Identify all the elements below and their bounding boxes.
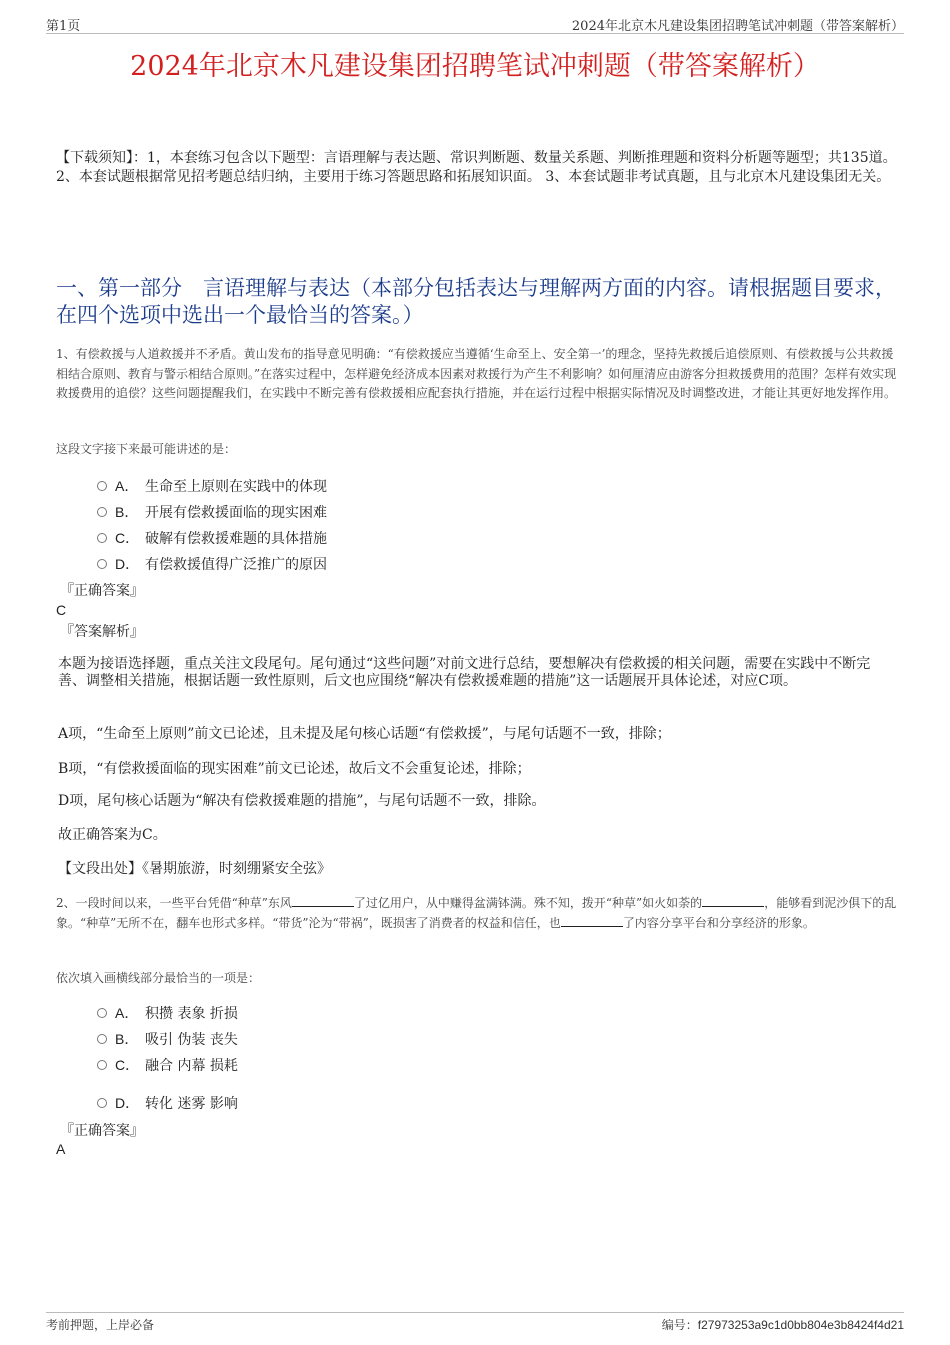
footer-code: 编号：f27973253a9c1d0bb804e3b8424f4d21 (661, 1318, 904, 1332)
q1-option-b[interactable]: B． 开展有偿救援面临的现实困难 (97, 502, 327, 522)
q1-analysis-b: B项，“有偿救援面临的现实困难”前文已论述，故后文不会重复论述，排除； (58, 761, 531, 777)
radio-icon[interactable] (97, 481, 107, 491)
question-2-prompt: 依次填入画横线部分最恰当的一项是： (56, 971, 261, 985)
radio-icon[interactable] (97, 1034, 107, 1044)
document-title: 2024年北京木凡建设集团招聘笔试冲刺题（带答案解析） (130, 51, 820, 82)
q1-option-c[interactable]: C． 破解有偿救援难题的具体措施 (97, 528, 327, 548)
q1-analysis: 本题为接语选择题，重点关注文段尾句。尾句通过“这些问题”对前文进行总结，要想解决有偿救援的相关问题，需要在实践中不断完善、调整相关措施，根据话题一致性原则，后文也应围绕“解决有偿救援难题的措施”这一话题展开具体论述，对应C项。 (58, 656, 871, 689)
blank-1 (292, 894, 354, 907)
radio-icon[interactable] (97, 1098, 107, 1108)
q2-answer: A (56, 1141, 66, 1157)
q1-answer-label: 『正确答案』 (60, 583, 144, 599)
header-doc-title: 2024年北京木凡建设集团招聘笔试冲刺题（带答案解析） (571, 19, 904, 34)
q2-option-d[interactable]: D． 转化 迷雾 影响 (97, 1093, 238, 1113)
blank-3 (561, 914, 623, 927)
q1-conclusion: 故正确答案为C。 (58, 827, 167, 843)
radio-icon[interactable] (97, 507, 107, 517)
blank-2 (702, 894, 764, 907)
q1-analysis-a: A项，“生命至上原则”前文已论述，且未提及尾句核心话题“有偿救援”，与尾句话题不一致，排除； (58, 726, 671, 742)
q2-option-c[interactable]: C． 融合 内幕 损耗 (97, 1055, 238, 1075)
page-number: 第1页 (46, 19, 81, 34)
q1-source: 【文段出处】《暑期旅游，时刻绷紧安全弦》 (58, 861, 331, 877)
q2-option-a[interactable]: A． 积攒 表象 折损 (97, 1003, 238, 1023)
q1-analysis-label: 『答案解析』 (60, 624, 144, 640)
page-footer (46, 1312, 904, 1333)
question-1-text: 1、有偿救援与人道救援并不矛盾。黄山发布的指导意见明确：“有偿救援应当遵循‘生命至上、安全第一’的理念，坚持先救援后追偿原则、有偿救援与公共救援相结合原则、教育与警示相结合原则。”在落实过程中，怎样避免经济成本因素对救援行为产生不利影响？如何厘清应由游客分担救援费用的范围？怎样有效实现救援费用的追偿？这些问题提醒我们，在实践中不断完善有偿救援相应配套执行措施，并在运行过程中根据实际情况及时调整改进，才能让其更好地发挥作用。 (56, 347, 897, 400)
q2-answer-label: 『正确答案』 (60, 1123, 144, 1139)
footer-slogan: 考前押题，上岸必备 (46, 1318, 155, 1332)
question-1-prompt: 这段文字接下来最可能讲述的是： (56, 442, 237, 456)
radio-icon[interactable] (97, 533, 107, 543)
radio-icon[interactable] (97, 1008, 107, 1018)
page-header (46, 15, 904, 34)
section-heading: 一、第一部分 言语理解与表达（本部分包括表达与理解两方面的内容。请根据题目要求，在四个选项中选出一个最恰当的答案。） (56, 276, 896, 327)
question-2-text: 2、一段时间以来，一些平台凭借“种草”东风 了过亿用户，从中赚得盆满钵满。殊不知，拨开“种草”如火如荼的 ，能够看到泥沙俱下的乱象。“种草”无所不在，翻车也形式多样。“带货”沦为“带祸”，既损害了消费者的权益和信任，也 了内容分享平台和分享经济的形象。 (56, 896, 897, 930)
q1-answer: C (56, 602, 67, 618)
q2-option-b[interactable]: B． 吸引 伪装 丧失 (97, 1029, 238, 1049)
download-notice: 【下载须知】：1，本套练习包含以下题型：言语理解与表达题、常识判断题、数量关系题、判断推理题和资料分析题等题型；共135道。 2、本套试题根据常见招考题总结归纳，主要用于练习答题思路和拓展知识面。 3、本套试题非考试真题，且与北京木凡建设集团无关。 (56, 150, 897, 185)
q1-analysis-d: D项，尾句核心话题为“解决有偿救援难题的措施”，与尾句话题不一致，排除。 (58, 793, 546, 809)
radio-icon[interactable] (97, 1060, 107, 1070)
q1-option-a[interactable]: A． 生命至上原则在实践中的体现 (97, 476, 327, 496)
radio-icon[interactable] (97, 559, 107, 569)
q1-option-d[interactable]: D． 有偿救援值得广泛推广的原因 (97, 554, 327, 574)
